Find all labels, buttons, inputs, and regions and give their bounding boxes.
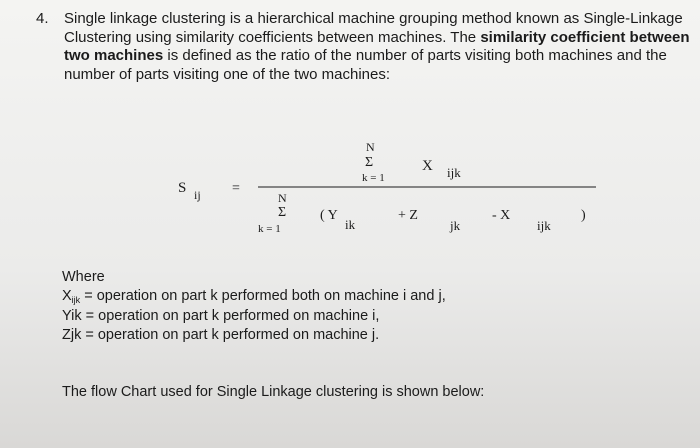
x-def-text: = operation on part k performed both on machine i and j, xyxy=(80,288,446,304)
x-definition xyxy=(62,287,446,307)
where-heading: Where xyxy=(62,269,105,285)
den-z-subscript: jk xyxy=(450,218,461,233)
intro-text-2: is defined as the ratio of the number of parts visiting both machines and the number of parts visiting one of the two machines: xyxy=(64,47,667,83)
definitions-block xyxy=(62,268,446,345)
num-lower-limit: k = 1 xyxy=(362,172,385,184)
lhs-symbol: S xyxy=(178,180,187,196)
num-upper-limit: N xyxy=(366,140,375,154)
intro-text-1: Single linkage clustering is a hierarchical machine grouping method known as Single-Linkage Clustering using similarity coefficients between machines. The xyxy=(64,10,683,46)
den-lower-limit: k = 1 xyxy=(258,223,281,235)
z-definition: Zjk = operation on part k performed on machine j. xyxy=(62,327,380,343)
x-def-subscript: ijk xyxy=(71,295,81,305)
num-variable-subscript: ijk xyxy=(447,165,461,180)
den-open-y: ( Y xyxy=(320,208,338,223)
num-variable: X xyxy=(422,158,433,174)
lhs-subscript: ij xyxy=(194,188,201,202)
den-upper-limit: N xyxy=(278,191,287,205)
equals-sign: = xyxy=(232,181,240,196)
den-x-subscript: ijk xyxy=(537,218,551,233)
den-minus-x: - X xyxy=(492,208,511,223)
question-number: 4. xyxy=(36,10,49,27)
den-plus-z: + Z xyxy=(398,208,418,223)
flow-chart-note: The flow Chart used for Single Linkage clustering is shown below: xyxy=(62,384,485,400)
x-def-variable: X xyxy=(62,288,72,304)
bold-term: similarity coefficient between two machines xyxy=(64,28,690,64)
num-sigma: Σ xyxy=(365,155,374,170)
den-close-paren: ) xyxy=(581,208,586,223)
y-definition: Yik = operation on part k performed on machine i, xyxy=(62,308,380,324)
den-sigma: Σ xyxy=(278,205,287,220)
den-y-subscript: ik xyxy=(345,217,356,232)
